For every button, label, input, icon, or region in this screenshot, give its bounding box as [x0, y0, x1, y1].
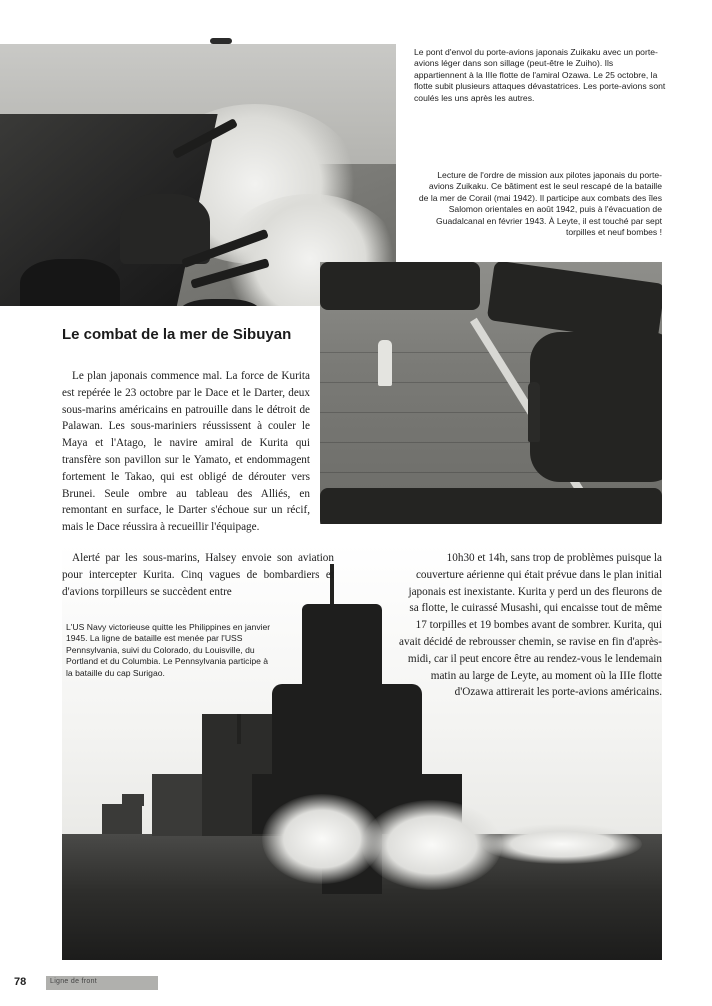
bow-wake	[362, 800, 502, 890]
body-paragraph-2: Alerté par les sous-marins, Halsey envoie son aviation pour intercepter Kurita. Cinq vagues de bombardiers et d'avions torpilleurs se succèdent entre	[62, 552, 334, 598]
pilot-figure	[528, 382, 540, 442]
sea-foam	[482, 824, 642, 864]
crowd-front-row	[320, 488, 662, 524]
footer-label: Ligne de front	[50, 978, 98, 985]
officer-figure	[378, 340, 392, 386]
body-paragraph-3: 10h30 et 14h, sans trop de problèmes puisque la couverture aérienne qui était prévue dans le plan initial japonais est inexistante. Kurita y perd un des fleurons de sa flotte, le cuirassé Musashi, qui encaisse tout de même 17 torpilles et 19 bombes avant de sombrer. Kurita, qui avait décidé de rebrousser chemin, se ravise en fin d'après-midi, car il peut encore être au rendez-vous le lendemain matin au large de Leyte, au moment où la IIIe flotte d'Ozawa attirerait les porte-avions américains.	[399, 552, 662, 699]
section-heading: Le combat de la mer de Sibuyan	[62, 326, 292, 343]
crew-photo-caption: Lecture de l'ordre de mission aux pilotes japonais du porte-avions Zuikaku. Ce bâtiment est le seul rescapé de la bataille de la mer de Corail (mai 1942). Il participe aux combats des îles Salomon orientales en août 1942, puis à l'évacuation de Guadalcanal en février 1943. À Leyte, il est touché par sept torpilles et neuf bombes !	[418, 170, 662, 238]
distant-ship	[102, 804, 142, 834]
crew-briefing-photo	[320, 262, 662, 524]
page-number: 78	[14, 976, 27, 988]
mast	[237, 714, 241, 744]
crowd-right-group	[530, 332, 662, 482]
gun-turret	[20, 259, 120, 306]
body-paragraph-1: Le plan japonais commence mal. La force de Kurita est repérée le 23 octobre par le Dace et le Darter, deux sous-marins américains en patrouille dans le détroit de Palawan. Les sous-mariniers réussissent à couler le Maya et l'Atago, le navire amiral de Kurita qui transfère son pavillon sur le Yamato, et endommagent fortement le Takao, qui est obligé de dérouter vers Brunei. Seule ombre au tableau des Alliés, en remontant en surface, le Darter s'échoue sur un récif, mais le Dace réussira à recueillir l'équipage.	[62, 370, 310, 534]
distant-ship	[122, 794, 144, 806]
crowd-back-row	[320, 262, 480, 310]
battleship-superstructure	[302, 604, 382, 684]
fleet-photo-caption: L'US Navy victorieuse quitte les Philippines en janvier 1945. La ligne de bataille est menée par l'USS Pennsylvania, suivi du Colorado, du Louisville, du Portland et du Columbia. Le Pennsylvania participe à la bataille du cap Surigao.	[66, 622, 271, 678]
carrier-photo-caption: Le pont d'envol du porte-avions japonais Zuikaku avec un porte-avions léger dans son sillage (peut-être le Zuiho). Ils appartiennent à la IIIe flotte de l'amiral Ozawa. Le 25 octobre, la flotte subit plusieurs attaques dévastatrices. Les porte-avions sont coulés les uns après les autres.	[414, 47, 666, 103]
